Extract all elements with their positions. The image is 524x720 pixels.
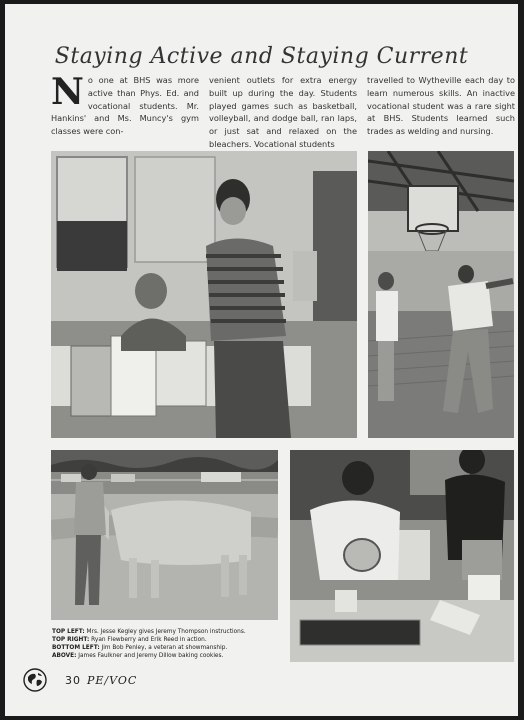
page-number: 30 bbox=[65, 673, 81, 687]
caption-label: ABOVE: bbox=[52, 653, 77, 659]
page-title: Staying Active and Staying Current bbox=[54, 44, 469, 69]
photo-above bbox=[290, 450, 514, 662]
drop-cap: N bbox=[51, 74, 84, 113]
caption-label: BOTTOM LEFT: bbox=[52, 645, 100, 651]
caption-line bbox=[52, 636, 292, 644]
body-column-3: travelled to Wytheville each day to learn numerous skills. An inactive vocational student was a rare sight at BHS. Students learned such trades as welding and nursing. bbox=[367, 75, 515, 137]
body-column-1 bbox=[51, 74, 199, 150]
caption-text: Ryan Flewberry and Erik Reed in action. bbox=[89, 637, 207, 643]
caption-line bbox=[52, 644, 292, 652]
photo-bottom-left bbox=[51, 450, 278, 620]
caption-label: TOP RIGHT: bbox=[52, 637, 90, 643]
body-text bbox=[51, 74, 515, 150]
photo-bottom-left-image bbox=[51, 450, 278, 620]
folio bbox=[65, 674, 137, 687]
page-footer bbox=[23, 668, 137, 692]
photo-top-left-image bbox=[51, 151, 357, 438]
globe-icon bbox=[23, 668, 47, 692]
photo-top-right bbox=[368, 151, 514, 438]
photo-captions bbox=[52, 628, 292, 660]
caption-line bbox=[52, 628, 292, 636]
photo-above-image bbox=[290, 450, 514, 662]
caption-text: James Faulkner and Jeremy Dillow baking cookies. bbox=[76, 653, 224, 659]
photo-top-right-image bbox=[368, 151, 514, 438]
caption-label: TOP LEFT: bbox=[52, 629, 85, 635]
body-column-1-text: o one at BHS was more active than Phys. Ed. and vocational students. Mr. Hankins' and Ms. Muncy's gym classes were con- bbox=[51, 75, 199, 137]
caption-line bbox=[52, 652, 292, 660]
section-name: PE/VOC bbox=[87, 673, 138, 687]
caption-text: Mrs. Jesse Kegley gives Jeremy Thompson instructions. bbox=[84, 629, 246, 635]
caption-text: Jim Bob Penley, a veteran at showmanship. bbox=[99, 645, 228, 651]
yearbook-page bbox=[5, 4, 518, 716]
photo-top-left bbox=[51, 151, 357, 438]
body-column-2: venient outlets for extra energy built up during the day. Students played games such as basketball, volleyball, and dodge ball, ran laps, or just sat and relaxed on the bleachers. Vocational students bbox=[209, 75, 357, 149]
